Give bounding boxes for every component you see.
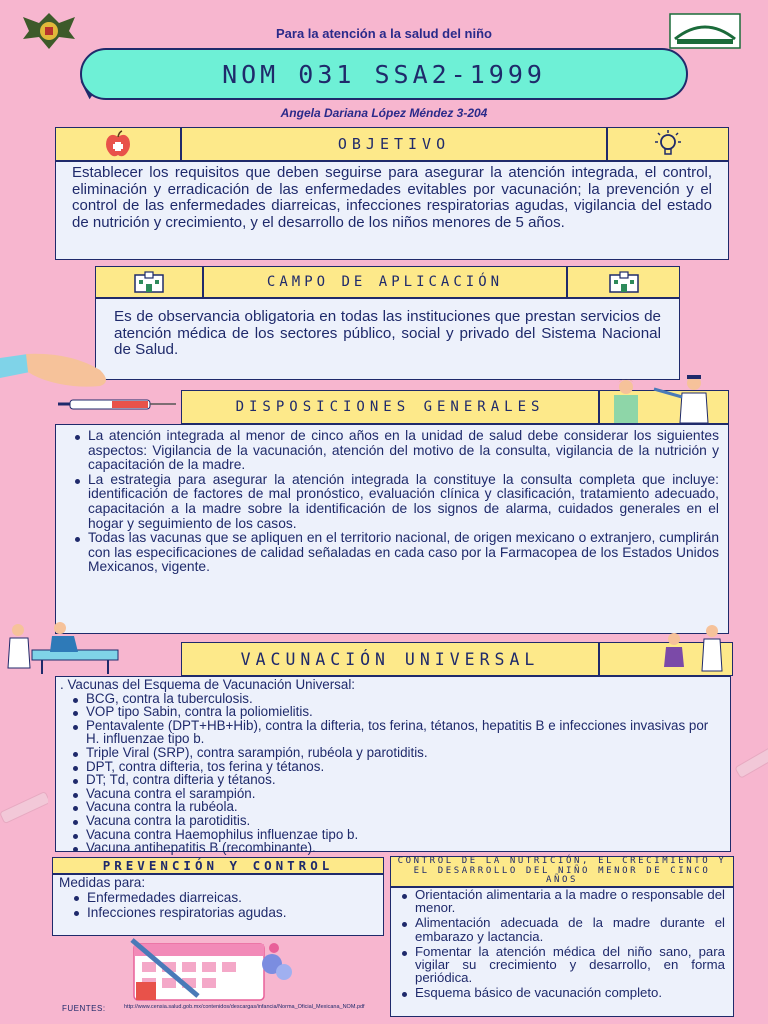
objetivo-text: Establecer los requisitos que deben seguirse para asegurar la atención integrada, el control, eliminación y erradicación de las enfermedades evitables por vacunación; la prevención y el control de las enfermedades diarreicas, infecciones respiratorias agudas, vigilancia del estado de nutrición y crecimiento, y el desarrollo de los niños menores de 5 años. — [72, 164, 712, 231]
list-item: DT; Td, contra difteria y tétanos. — [68, 773, 724, 787]
syringe-background-icon-left — [0, 782, 48, 832]
campo-icon-box-left — [95, 266, 203, 298]
list-item: Vacuna antihepatitis B (recombinante). — [68, 841, 724, 855]
list-item: VOP tipo Sabin, contra la poliomielitis. — [68, 705, 724, 719]
nutricion-heading: CONTROL DE LA NUTRICIÓN, EL CRECIMIENTO Y EL DESARROLLO DEL NIÑO MENOR DE CINCO AÑOS — [390, 856, 734, 887]
prevencion-list — [59, 890, 377, 920]
hospital-building-icon — [607, 271, 641, 293]
prevencion-panel — [52, 874, 384, 936]
list-item: Esquema básico de vacunación completo. — [397, 986, 725, 999]
objetivo-panel — [55, 161, 729, 260]
campo-heading: CAMPO DE APLICACIÓN — [203, 266, 567, 298]
nutricion-panel — [390, 887, 734, 1017]
nurse-patient-icon — [650, 625, 730, 673]
apple-icon — [103, 130, 133, 158]
campo-panel — [95, 298, 680, 380]
prevencion-intro: Medidas para: — [59, 875, 146, 890]
subtitle: Para la atención a la salud del niño — [275, 26, 492, 41]
vacunacion-heading: VACUNACIÓN UNIVERSAL — [181, 642, 599, 676]
list-item: La estrategia para asegurar la atención integrada la constituye la consulta completa que incluye: identificación de factores de mal pronóstico, evaluación clínica y clasificación, tratamiento adecuado, capacitación a la madre sobre la identificación de los signos de alarma, cuidados generales en el hogar y seguimiento de los casos. — [70, 473, 719, 531]
sources-link[interactable]: http://www.censia.salud.gob.mx/contenidos/descargas/infancia/Norma_Oficial_Mexicana_NOM.pdf — [124, 1004, 365, 1010]
doctor-vaccinating-icon — [604, 375, 724, 423]
syringe-background-icon — [730, 740, 768, 800]
vaccine-calendar-illustration — [124, 938, 296, 1002]
institution-logo — [668, 8, 742, 54]
objetivo-heading: OBJETIVO — [181, 127, 607, 161]
vacunacion-icon-box — [599, 642, 733, 676]
list-item: Infecciones respiratorias agudas. — [69, 905, 377, 920]
author-line: Angela Dariana López Méndez 3-204 — [280, 106, 488, 120]
list-item: Vacuna contra el sarampión. — [68, 787, 724, 801]
vacunacion-list — [60, 692, 724, 855]
list-item: Alimentación adecuada de la madre durante el embarazo y lactancia. — [397, 916, 725, 942]
list-item: Orientación alimentaria a la madre o responsable del menor. — [397, 888, 725, 914]
list-item: Triple Viral (SRP), contra sarampión, rubéola y parotiditis. — [68, 746, 724, 760]
disposiciones-panel — [55, 424, 729, 634]
campo-text: Es de observancia obligatoria en todas las instituciones que prestan servicios de atención médica de los sectores público, social y privado del Sistema Nacional de Salud. — [114, 308, 661, 358]
list-item: Pentavalente (DPT+HB+Hib), contra la difteria, tos ferina, tétanos, hepatitis B e infecciones invasivas por H. influenzae tipo b. — [68, 719, 724, 746]
list-item: Vacuna contra Haemophilus influenzae tipo b. — [68, 828, 724, 842]
vacunacion-intro: . Vacunas del Esquema de Vacunación Universal: — [60, 677, 356, 692]
hospital-icon — [132, 271, 166, 293]
disposiciones-icon-box — [599, 390, 729, 424]
sources-label: FUENTES: — [62, 1004, 106, 1013]
list-item: La atención integrada al menor de cinco años en la unidad de salud debe considerar los siguientes aspectos: Vigilancia de la vacunación, atención del motivo de la consulta, vigilancia de la nutrición y capacitación de la madre. — [70, 429, 719, 473]
prevencion-heading: PREVENCIÓN Y CONTROL — [52, 857, 384, 874]
nutricion-list — [397, 888, 725, 1000]
list-item: Vacuna contra la rubéola. — [68, 800, 724, 814]
disposiciones-list — [70, 429, 719, 575]
page-title: NOM 031 SSA2-1999 — [80, 48, 688, 100]
list-item: Enfermedades diarreicas. — [69, 890, 377, 905]
disposiciones-spacer — [55, 390, 181, 424]
list-item: DPT, contra difteria, tos ferina y tétanos. — [68, 760, 724, 774]
vacunacion-panel — [55, 676, 731, 856]
objetivo-icon-box — [55, 127, 181, 161]
campo-icon-box-right — [567, 266, 680, 298]
disposiciones-heading: DISPOSICIONES GENERALES — [181, 390, 599, 424]
list-item: Vacuna contra la parotiditis. — [68, 814, 724, 828]
list-item: Todas las vacunas que se apliquen en el territorio nacional, de origen mexicano o extranjero, cumplirán con las especificaciones de calidad señaladas en cada caso por la Farmacopea de los Estados Unidos Mexicanos, vigente. — [70, 531, 719, 575]
lightbulb-icon-box — [607, 127, 729, 161]
doctor-patient-illustration — [2, 618, 120, 678]
lightbulb-icon — [651, 129, 685, 159]
list-item: Fomentar la atención médica del niño sano, para vigilar su crecimiento y desarrollo, en forma periódica. — [397, 945, 725, 985]
list-item: BCG, contra la tuberculosis. — [68, 692, 724, 706]
